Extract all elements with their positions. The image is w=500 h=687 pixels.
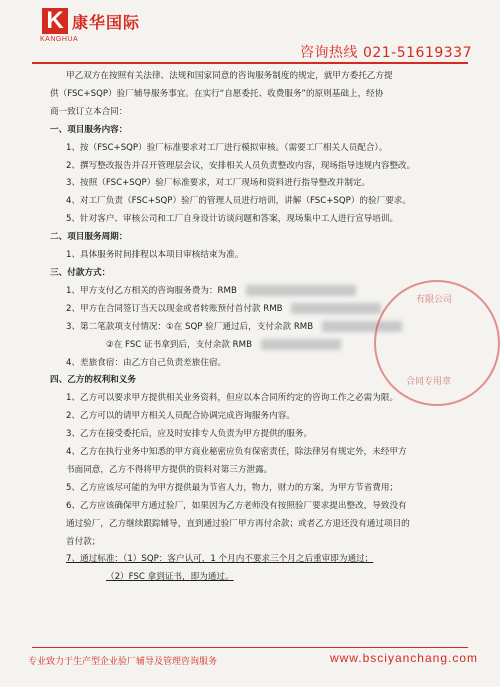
list-item: 1、按（FSC+SQP）验厂标准要求对工厂进行模拟审核。（需要工厂相关人员配合）。	[66, 142, 388, 153]
section-title: 四、乙方的权利和义务	[50, 375, 136, 386]
intro-line: 供（FSC+SQP）验厂辅导服务事宜。在实行“自愿委托、收费服务”的原则基础上，经协	[50, 88, 384, 99]
intro-line: 甲乙双方在按照有关法律、法规和国家同意的咨询服务制度的规定，就甲方委托乙方提	[66, 71, 393, 81]
redacted-value	[261, 339, 341, 350]
list-item: 6、乙方应该确保甲方通过验厂，如果因为乙方老师没有按照验厂要求提出整改，导致没有	[66, 500, 407, 511]
list-item: 1、具体服务时间排程以本项目审核结束为准。	[66, 250, 244, 261]
company-seal-icon	[374, 280, 500, 406]
logo-subtitle: KANGHUA	[40, 36, 79, 43]
seal-text: 有限公司	[416, 295, 453, 305]
hotline: 咨询热线 021-51619337	[300, 45, 472, 61]
footer-divider	[32, 647, 468, 648]
redacted-value	[246, 285, 356, 296]
redacted-value	[291, 303, 381, 314]
company-name: 康华国际	[72, 13, 141, 32]
list-item: 7、通过标准：（1）SQP：客户认可，1 个月内不要求三个月之后重审即为通过；	[66, 554, 374, 565]
list-item: 3、乙方在接受委托后，应及时安排专人负责为甲方提供的服务。	[66, 429, 313, 440]
section-title: 二、项目服务周期：	[50, 232, 128, 243]
list-item	[50, 283, 450, 301]
list-item: 3、按照（FSC+SQP）验厂标准要求，对工厂现场和资料进行指导整改并制定。	[66, 178, 371, 189]
list-item: 2、撰写整改报告并召开管理层会议，安排相关人员负责整改内容，现场指导违规内容整改。	[66, 160, 416, 171]
payment-label: 3、第二笔款项支付情况：①在 SQP 验厂通过后，支付余款 RMB	[66, 321, 314, 332]
payment-label: ②在 FSC 证书拿到后，支付余款 RMB	[106, 339, 252, 350]
list-item-continued: 首付款；	[66, 536, 101, 547]
list-item-continued: 书面同意，乙方不得将甲方提供的资料对第三方泄露。	[66, 464, 273, 475]
payment-label: 2、甲方在合同签订当天以现金或者转账预付首付款 RMB	[66, 303, 283, 314]
letterhead	[0, 0, 500, 62]
payment-label: 1、甲方支付乙方相关的咨询服务费为：RMB	[66, 285, 237, 296]
list-item: 4、乙方在执行业务中知悉的甲方商业秘密应负有保密责任，除法律另有规定外，未经甲方	[66, 447, 407, 458]
footer-slogan: 专业致力于生产型企业验厂辅导及管理咨询服务	[28, 657, 218, 667]
intro-line: 商一致订立本合同：	[50, 106, 128, 117]
list-item: 5、乙方应该尽可能的为甲方提供最为节省人力，物力，财力的方案，为甲方节省费用；	[66, 482, 399, 493]
seal-text: 合同专用章	[406, 377, 452, 387]
list-item-continued: 通过验厂，乙方继续跟踪辅导，直到通过验厂甲方再付余款；或者乙方退还没有通过项目的	[66, 518, 410, 529]
footer-website: www.bsciyanchang.com	[329, 651, 478, 665]
header-divider	[32, 62, 468, 64]
list-item: 2、乙方可以的请甲方相关人员配合协调完成咨询服务内容。	[66, 411, 295, 422]
section-title: 三、付款方式：	[50, 267, 111, 278]
company-logo-icon: K	[42, 8, 68, 34]
list-item: 4、差旅食宿：由乙方自己负责差旅住宿。	[66, 357, 227, 368]
list-item: 4、对工厂负责（FSC+SQP）验厂的管理人员进行培训，讲解（FSC+SQP）的验厂要求。	[66, 196, 411, 207]
section-title: 一、项目服务内容：	[50, 124, 128, 135]
list-item-continued: （2）FSC 拿到证书，即为通过。	[106, 572, 234, 583]
list-item: 5、针对客户、审核公司和工厂自身设计访谈问题和答案，现场集中工人进行宣导培训。	[66, 214, 399, 225]
list-item: 1、乙方可以要求甲方提供相关业务资料，但应以本合同所约定的咨询工作之必需为限。	[66, 393, 399, 404]
